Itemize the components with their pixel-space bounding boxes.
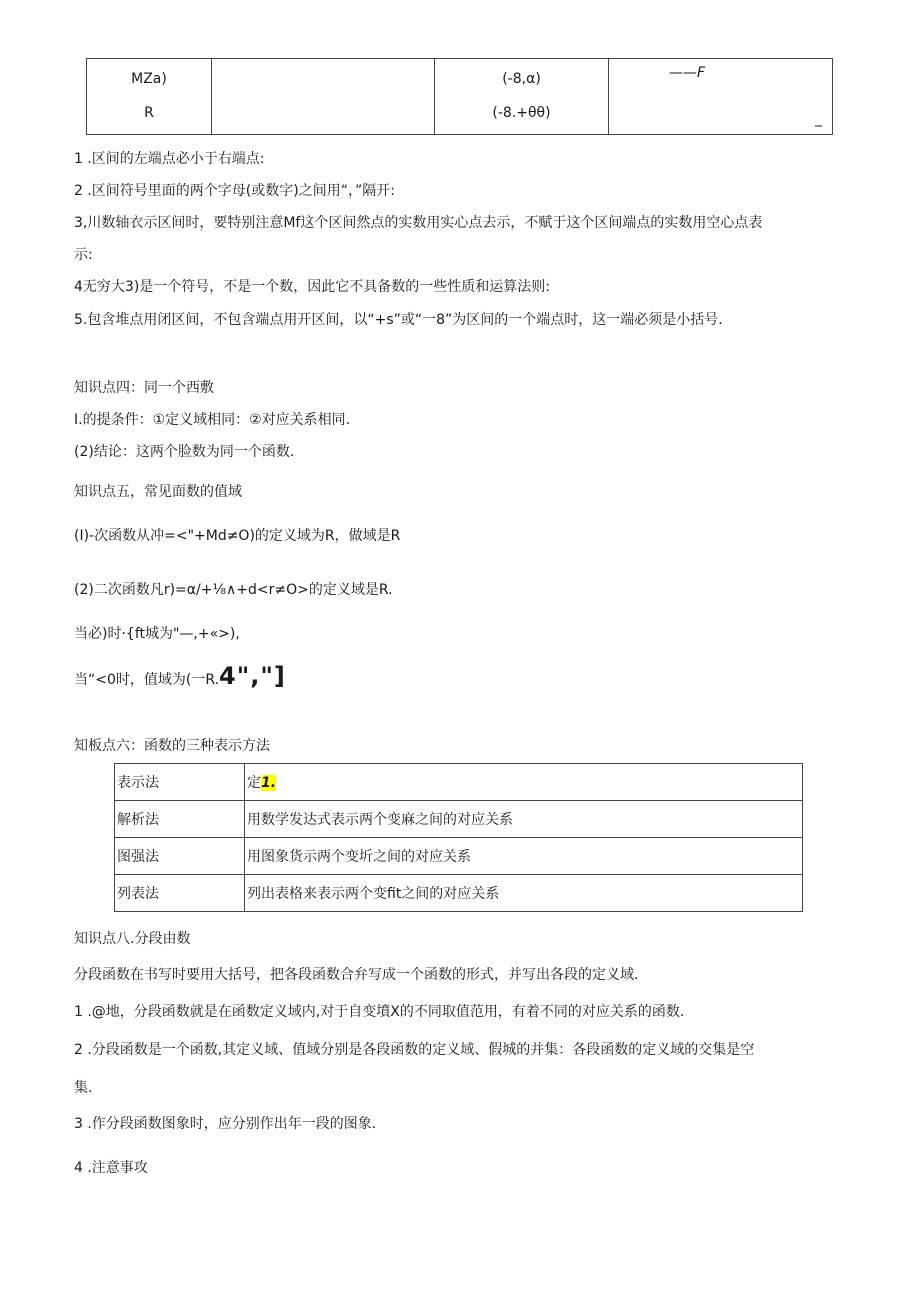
table-row [115,801,803,838]
interval-value: (-8.+θθ) [492,105,551,121]
kp4-conclusion: (2)结论：这两个脸数为同一个函数. [74,444,295,460]
highlight-mark: 1. [261,775,277,791]
table-cell [87,59,212,135]
method-name: 图强法 [115,838,245,875]
number-line-sketch: _ [815,111,822,127]
method-desc: 定1. [245,764,803,801]
table-row [115,875,803,912]
kp8-item-3: 3 .作分段函数图象时，应分别作出年一段的图象. [74,1116,377,1132]
note-1: 1 .区间的左端点必小于右端点: [74,151,265,167]
interval-notation: MZa) [131,71,167,87]
method-name: 列表法 [115,875,245,912]
note-4: 4无穷大3)是一个符号，不是一个数，因此它不具备数的一些性质和运算法则: [74,279,550,295]
table-cell [609,59,833,135]
kp5-case-positive: 当必)时·{ft城为"—,+«>), [74,626,240,642]
kp8-item-2: 2 .分段函数是一个函数,其定义域、值域分别是各段函数的定义域、假城的并集：各段函数的定义域的交集是空 [74,1042,755,1058]
method-desc: 用图象货示两个变圻之间的对应关系 [245,838,803,875]
table-row [115,838,803,875]
note-5: 5.包含堆点用闭区间，不包含端点用开区间，以“+s”或“一8”为区间的一个端点时，这一端必须是小括号. [74,312,723,328]
kp5-case-negative-text: 当“<0时，值域为(一R. [74,672,220,688]
note-3-continued: 示: [74,247,93,263]
table-cell [212,59,435,135]
method-name: 解析法 [115,801,245,838]
kp5-case-negative [74,662,286,690]
kp5-linear: (I)-次函数从冲=<"+Md≠O)的定义域为R，做域是R [74,528,401,544]
section-title-kp8: 知识点八.分段由数 [74,931,191,947]
kp8-item-4: 4 .注意事攻 [74,1160,148,1176]
kp8-item-2-continued: 集. [74,1080,93,1096]
section-title-kp6: 知板点六：函数的三种表示方法 [74,738,270,754]
kp5-case-negative-bound: 4","] [219,662,286,690]
kp8-item-1: 1 .@地，分段函数就是在函数定义域内,对于自变墳X的不同取值范用，有着不同的对应关系的函数. [74,1004,685,1020]
representation-table [114,763,803,912]
table-row [87,59,833,135]
kp8-intro: 分段函数在书写时要用大括号，把各段函数合弁写成一个函数的形式，并写出各段的定义域. [74,967,639,983]
interval-notation: R [144,105,154,121]
note-3: 3,川数轴衣示区间时，要特别注意Mf这个区间然点的实数用实心点去示，不赋于这个区间端点的实数用空心点表 [74,215,763,231]
method-name: 表示法 [115,764,245,801]
note-2: 2 .区间符号里面的两个字母(或数字)之间用“，”隔开: [74,183,395,199]
interval-value: (-8,α) [502,71,541,87]
method-desc: 列出表格来表示两个变fit之间的对应关系 [245,875,803,912]
table-cell [435,59,609,135]
table-row [115,764,803,801]
number-line-sketch: ——F [669,65,706,81]
section-title-kp4: 知识点四：同一个西敷 [74,380,214,396]
section-title-kp5: 知识点五，常见面数的值域 [74,484,242,500]
method-desc: 用数学发达式表示两个变麻之间的对应关系 [245,801,803,838]
kp4-condition: I.的提条件：①定义域相同：②对应关系相同. [74,412,351,428]
kp5-quadratic: (2)二次函数凡r)=α/+⅛∧+d<r≠O>的定义域是R. [74,582,393,598]
interval-table [86,58,833,135]
